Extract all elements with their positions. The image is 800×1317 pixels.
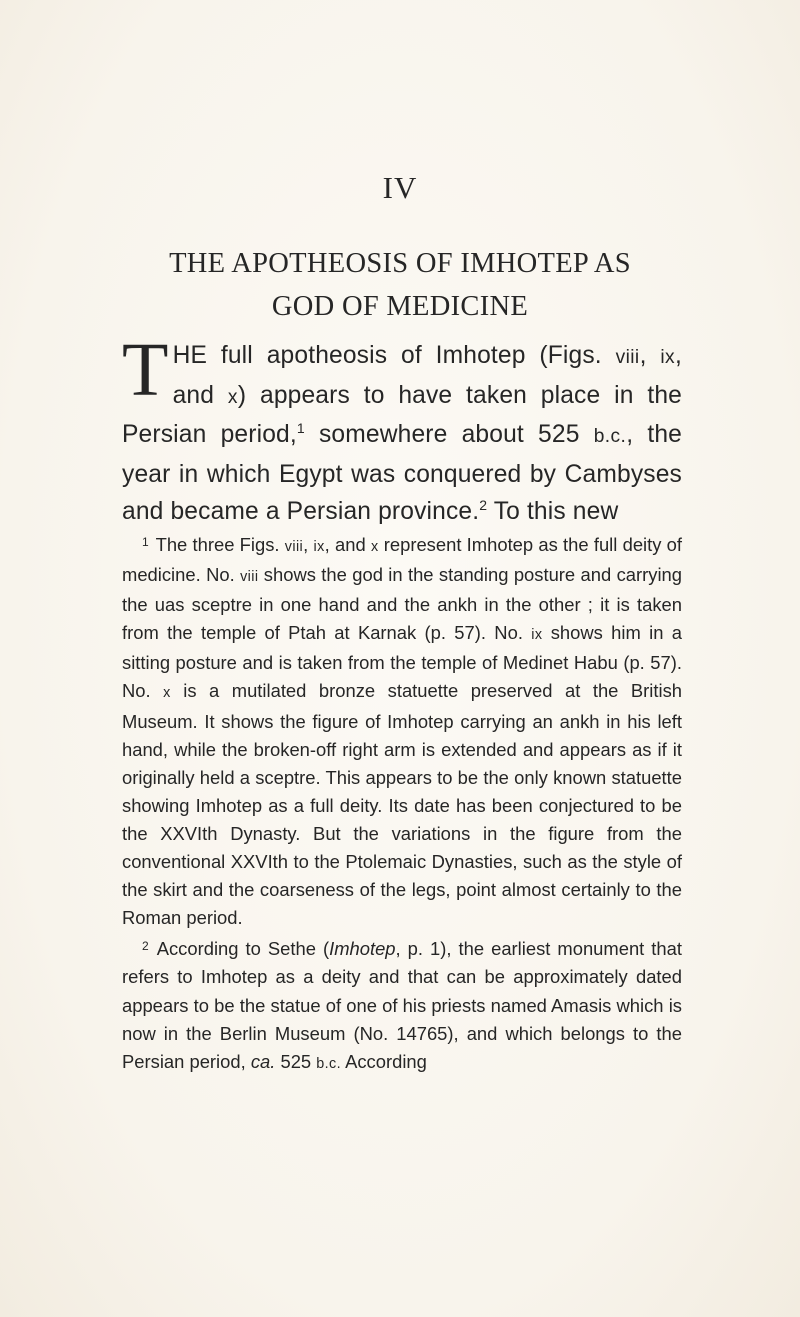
- figure-ref: ix: [313, 539, 325, 555]
- era-abbreviation: b.c.: [316, 1055, 341, 1072]
- footnote-text-run: , p. 1), the earliest monument that refers to Imhotep as a deity and that can be approximately dated appears to be the statue of one of his priests named Amasis which is now in the Berlin Museum (No. 14765), and which belongs to the Persian period,: [122, 938, 682, 1072]
- figure-ref: viii: [240, 569, 259, 586]
- body-text-run: HE full apotheosis of Imhotep (Figs.: [172, 342, 616, 369]
- book-title: Imhotep: [329, 938, 396, 960]
- figure-ref: ix: [660, 347, 676, 368]
- footnote-text-run: According: [341, 1050, 427, 1072]
- figure-ref: ix: [531, 627, 543, 644]
- chapter-title-line-2: GOD OF MEDICINE: [271, 291, 529, 322]
- footnote-ref-1: 1: [296, 420, 305, 436]
- chapter-title: [100, 242, 700, 328]
- figure-ref: x: [370, 539, 379, 555]
- footnote-text-run: According to Sethe (: [156, 938, 330, 960]
- chapter-title-line-1: THE APOTHEOSIS OF IMHOTEP AS: [169, 248, 631, 279]
- footnote-text-run: shows the god in the standing posture and carrying the uas sceptre in one hand and the ankh in the other ; it is taken from the temple of Ptah at Karnak (p. 57). No.: [122, 564, 682, 644]
- body-text-run: , and: [172, 342, 683, 409]
- body-text-run: , the year in which Egypt was conquered by Cambyses and became a Persian province.: [122, 421, 683, 525]
- footnote-text-run: represent Imhotep as the full deity of medicine. No.: [122, 534, 683, 586]
- footnote-text-run: is a mutilated bronze statuette preserved at the British Museum. It shows the figure of Imhotep carrying an ankh in his left hand, while the broken-off right arm is extended and appears as if it originally held a sceptre. This appears to be the only known statuette showing Imhotep as a full deity. Its date has been conjectured to be the XXVIth Dynasty. But the variations in the figure from the conventional XXVIth to the Ptolemaic Dynasties, such as the style of the skirt and the coarseness of the legs, point almost certainly to the Roman period.: [122, 680, 683, 929]
- footnote-number: 1: [142, 535, 149, 549]
- footnote-text-run: , and: [324, 534, 371, 555]
- body-text-run: ) appears to have taken place in the Persian period,: [122, 381, 682, 448]
- body-paragraph: [122, 328, 683, 531]
- footnote-text-run: ,: [303, 534, 314, 555]
- body-text-run: To this new: [487, 498, 619, 525]
- footnote-text-run: 525: [275, 1050, 317, 1072]
- figure-ref: x: [227, 386, 238, 408]
- footnote-text-run: shows him in a sitting posture and is taken from the temple of Medinet Habu (p. 57). No.: [122, 622, 682, 702]
- chapter-number: IV: [382, 170, 418, 205]
- era-abbreviation: b.c.: [593, 426, 627, 447]
- body-text-run: somewhere about 525: [304, 421, 594, 448]
- figure-ref: viii: [615, 347, 640, 368]
- figure-ref: viii: [284, 539, 304, 555]
- footnote-number: 2: [142, 939, 149, 954]
- footnote-2: [122, 932, 682, 1077]
- drop-cap: T: [122, 328, 169, 412]
- body-text-run: ,: [639, 342, 661, 369]
- footnote-text-run: The three Figs.: [155, 534, 285, 555]
- circa-abbreviation: ca.: [250, 1050, 276, 1072]
- figure-ref: x: [163, 685, 171, 702]
- footnote-ref-2: 2: [479, 497, 488, 513]
- footnote-1: [122, 528, 682, 932]
- footnotes: [122, 528, 682, 1078]
